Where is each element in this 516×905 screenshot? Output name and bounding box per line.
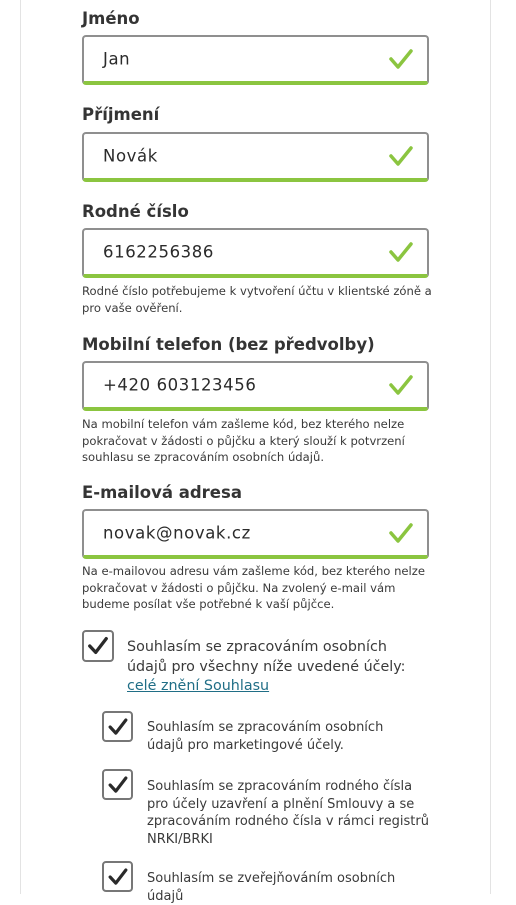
consent-all-label: Souhlasím se zpracováním osobních údajů pro všechny níže uvedené účely: [127,639,406,675]
mobile-value: +420 603123456 [103,375,257,395]
last-name-value: Novák [103,146,158,166]
email-value: novak@novak.cz [103,523,251,543]
birth-number-label: Rodné číslo [82,202,189,221]
last-name-label: Příjmení [82,105,160,124]
consent-all-checkbox[interactable] [82,630,114,662]
first-name-value: Jan [103,49,131,69]
checkmark-icon [389,373,413,397]
consent-publish-checkbox[interactable] [102,861,133,892]
checkmark-icon [389,144,413,168]
email-help: Na e-mailovou adresu vám zašleme kód, bez kterého nelze pokračovat v žádosti o půjčku. Na zvolený e-mail vám budeme posílat vše potřebné k vaší půjčce. [82,564,425,611]
checkmark-icon [389,521,413,545]
consent-marketing-checkbox[interactable] [102,711,133,742]
checkmark-icon [107,716,128,737]
checkmark-icon [107,774,128,795]
consent-birth-number-checkbox[interactable] [102,769,133,800]
birth-number-value: 6162256386 [103,242,214,262]
checkmark-icon [389,47,413,71]
email-field[interactable] [82,509,429,559]
mobile-help: Na mobilní telefon vám zašleme kód, bez kterého nelze pokračovat v žádosti o půjčku a který slouží k potvrzení souhlasu se zpracováním osobních údajů. [82,417,405,464]
last-name-field[interactable] [82,132,429,182]
consent-publish-label: Souhlasím se zveřejňováním osobních údajů [147,871,396,904]
panel-border-left [20,0,21,894]
checkmark-icon [107,866,128,887]
mobile-label: Mobilní telefon (bez předvolby) [82,335,375,354]
birth-number-field[interactable] [82,228,429,278]
consent-marketing-label: Souhlasím se zpracováním osobních údajů pro marketingové účely. [147,720,384,753]
panel-border-right [490,0,491,894]
first-name-label: Jméno [82,9,140,28]
consent-full-text-link[interactable]: celé znění Souhlasu [127,678,270,694]
consent-all-text [127,638,427,697]
birth-number-help: Rodné číslo potřebujeme k vytvoření účtu v klientské zóně a pro vaše ověření. [82,284,432,315]
checkmark-icon [389,240,413,264]
first-name-field[interactable] [82,35,429,85]
consent-birth-number-label: Souhlasím se zpracováním rodného čísla pro účely uzavření a plnění Smlouvy a se zpracováním rodného čísla v rámci registrů NRKI/BRKI [147,779,429,847]
email-label: E-mailová adresa [82,483,242,502]
mobile-field[interactable] [82,361,429,411]
checkmark-icon [87,635,109,657]
